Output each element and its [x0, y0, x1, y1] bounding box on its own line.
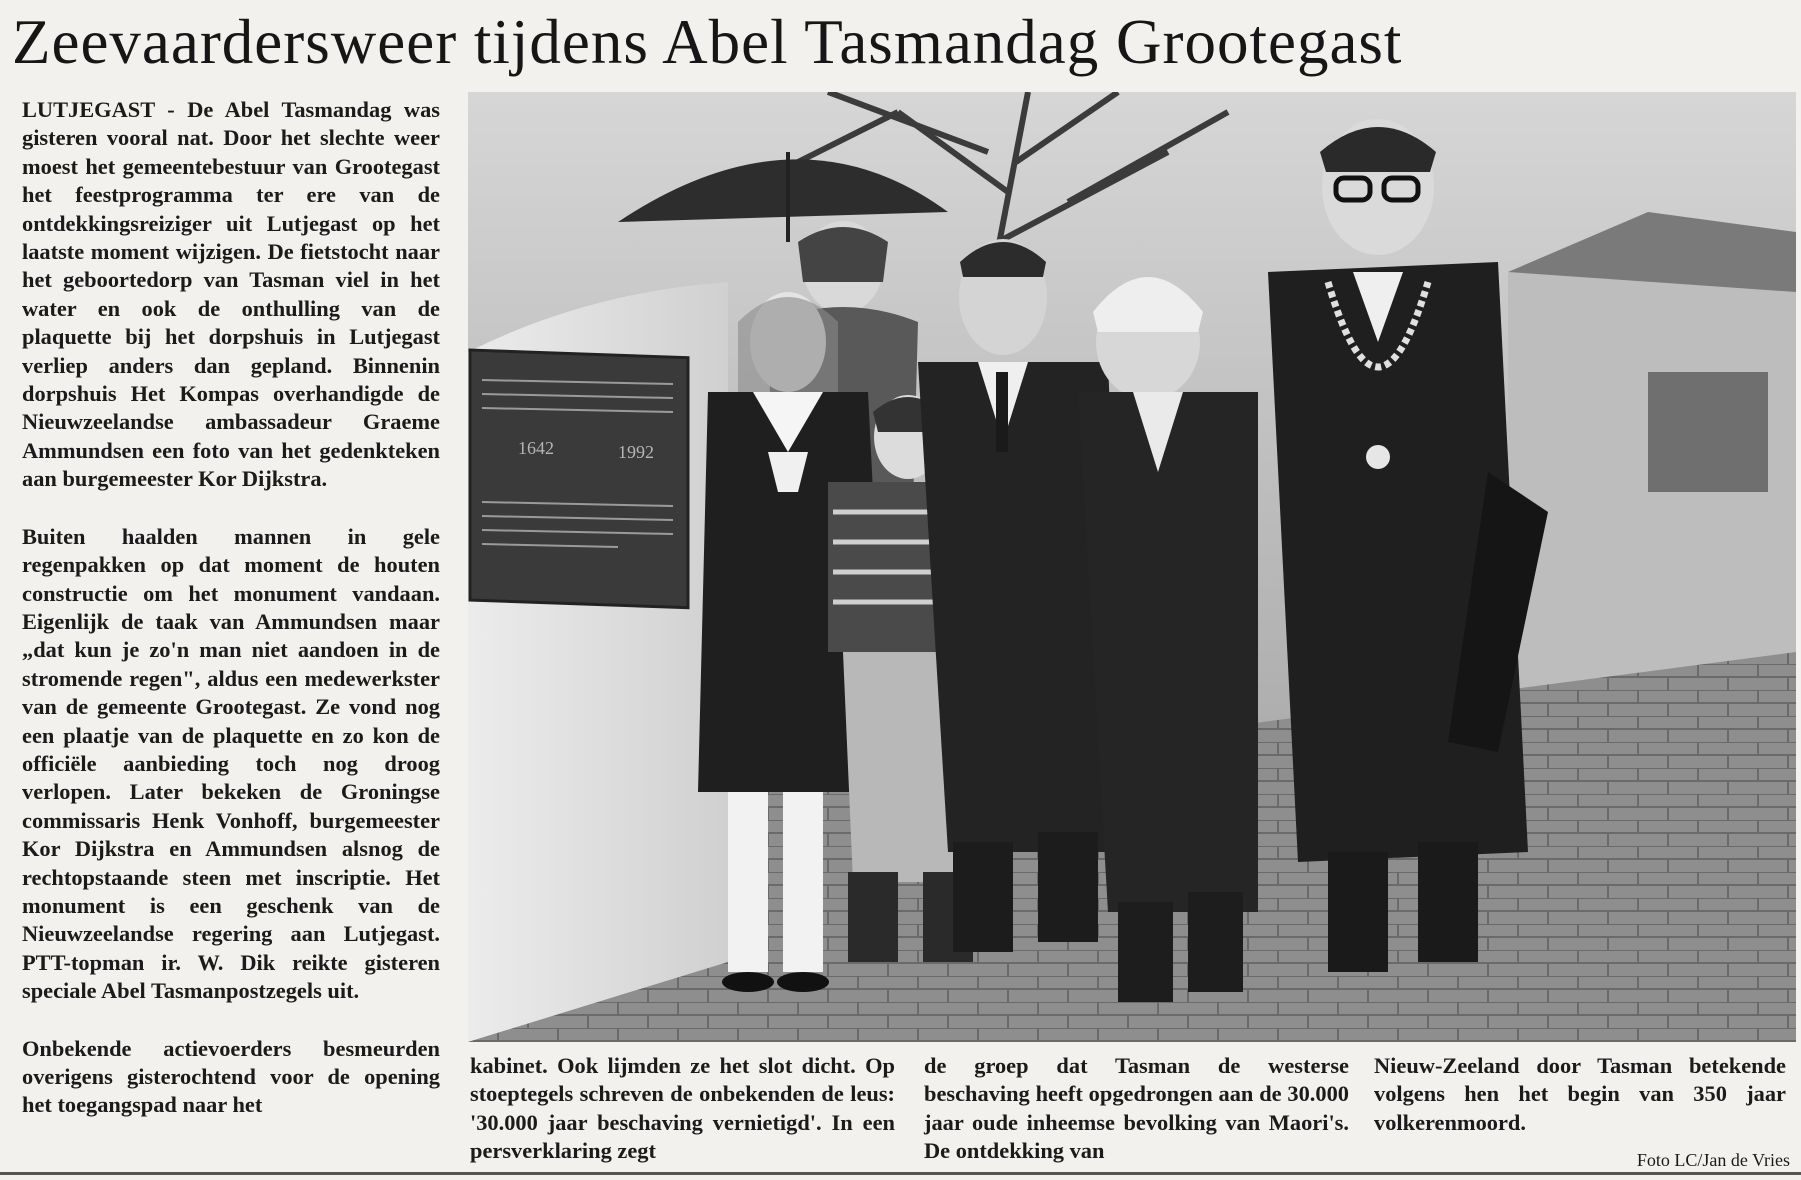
news-photo	[468, 92, 1796, 1042]
article-column-1	[22, 96, 440, 1120]
bottom-rule	[0, 1172, 1801, 1175]
article-paragraph-2: Buiten haalden mannen in gele regenpakken op dat moment de houten constructie om het monument vandaan. Eigenlijk de taak van Ammundsen maar „dat kun je zo'n man niet aandoen in de stromende regen", aldus een medewerkster van de gemeente Grootegast. Ze vond nog een plaatje van de plaquette en zo kon de officiële aanbieding toch nog droog verlopen. Later bekeken de Groningse commissaris Henk Vonhoff, burgemeester Kor Dijkstra en Ammundsen alsnog de rechtopstaande steen met inscriptie. Het monument is een geschenk van de Nieuwzeelandse regering aan Lutjegast. PTT-topman ir. W. Dik reikte gisteren speciale Abel Tasmanpostzegels uit.	[22, 523, 440, 1004]
article-column-3: de groep dat Tasman de westerse beschaving heeft opgedrongen aan de 30.000 jaar oude inheemse bevolking van Maori's. De ontdekking van	[924, 1053, 1349, 1164]
plaque-year-left: 1642	[518, 438, 554, 458]
photo-illustration	[468, 92, 1796, 1042]
article-paragraph-3: Onbekende actievoerders besmeurden overigens gisterochtend voor de opening het toegangspad naar het	[22, 1035, 440, 1118]
photo-credit: Foto LC/Jan de Vries	[1636, 1150, 1790, 1170]
article-paragraph-1: LUTJEGAST - De Abel Tasmandag was gisteren vooral nat. Door het slechte weer moest het gemeentebestuur van Grootegast het feestprogramma ter ere van de ontdekkingsreiziger uit Lutjegast op het laatste moment wijzigen. De fietstocht naar het geboortedorp van Tasman viel in het water en ook de onthulling van de plaquette bij het dorpshuis in Lutjegast verliep anders dan gepland. Binnenin dorpshuis Het Kompas overhandigde de Nieuwzeelandse ambassadeur Graeme Ammundsen een foto van het gedenkteken aan burgemeester Kor Dijkstra.	[22, 97, 440, 492]
plaque	[470, 350, 688, 608]
plaque-year-right: 1992	[618, 442, 654, 462]
headline: Zeevaardersweer tijdens Abel Tasmandag Grootegast	[12, 7, 1403, 77]
article-column-4: Nieuw-Zeeland door Tasman betekende volgens hen het begin van 350 jaar volkerenmoord.	[1374, 1053, 1786, 1135]
article-column-2: kabinet. Ook lijmden ze het slot dicht. Op stoeptegels schreven de onbekenden de leus: '30.000 jaar beschaving vernietigd'. In een persverklaring zegt	[470, 1053, 895, 1164]
